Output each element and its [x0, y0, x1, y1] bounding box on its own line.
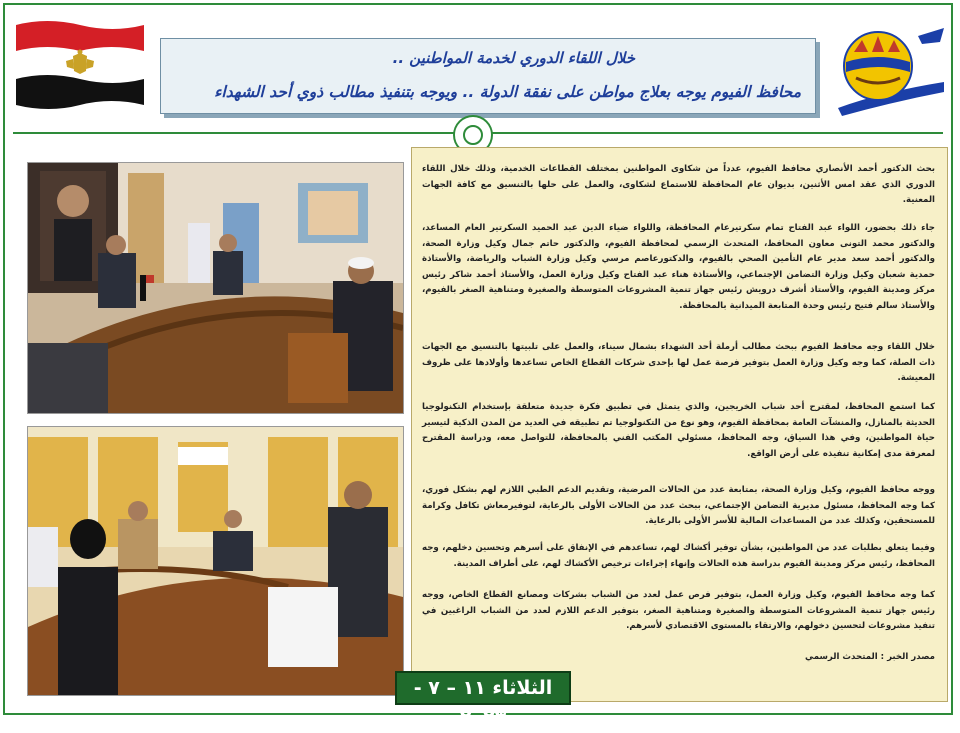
headline-line-2: محافظ الفيوم يوجه بعلاج مواطن على نفقة الدولة .. ويوجه بتنفيذ مطالب ذوي أحد الشهداء — [214, 83, 801, 101]
date-badge: الثلاثاء ١١ – ٧ - ٢٠٢٣ — [395, 671, 571, 705]
headline-line-1: خلال اللقاء الدوري لخدمة المواطنين .. — [392, 49, 635, 67]
meeting-photo-1 — [27, 162, 404, 414]
article-paragraph: بحث الدكتور أحمد الأنصاري محافظ الفيوم، عدداً من شكاوى المواطنين بمختلف القطاعات الخدمية، وذلك خلال اللقاء الدوري الذي عقد امس الأثنين، بديوان عام المحافظة للاستماع لشكاوى، والعمل على حلها بالتنسيق مع كافة الجهات المعنية. — [422, 164, 935, 205]
headline-box — [160, 38, 816, 114]
meeting-photo-2 — [27, 426, 404, 696]
article-paragraph: جاء ذلك بحضور، اللواء عبد الفتاح تمام سكرتيرعام المحافظة، واللواء ضياء الدين عبد الحميد السكرتير العام المساعد، والدكتور محمد التونى معاون المحافظ، المتحدث الرسمي لمحافظة الفيوم، والدكتور حاتم جمال وكيل وزارة الصحة، والدكتور أحمد سعد مدير عام التأمين الصحي بالفيوم، والدكتورعاصم مرسي وكيل وزارة الشباب والرياضة، والأستاذة حمدية شعبان وكيل وزارة التضامن الإجتماعي، والأستاذة هناء عبد الفتاح وكيل وزارة العمل، والأستاذ أحمد شاكر رئيس مركز ومدينة الفيوم، والأستاذ أشرف درويش رئيس جهاز تنمية المشروعات المتوسطة والصغيرة ومتناهية الصغر بالفيوم، والأستاذ سالم فتيح رئيس وحدة المتابعة الميدانية بالمحافظة. — [422, 223, 935, 311]
fayoum-governorate-logo — [832, 22, 950, 116]
article-paragraph: خلال اللقاء وجه محافظ الفيوم ببحث مطالب أرملة أحد الشهداء بشمال سيناء، والعمل على تلبيتها بالتنسيق مع الجهات ذات الصلة، كما وجه وكيل وزارة العمل بتوفير فرصة عمل لها بإحدى شركات القطاع الخاص تساعدها وأولادها على ظروف المعيشة. — [422, 342, 935, 383]
article-paragraph: وفيما يتعلق بطلبات عدد من المواطنين، بشأن توفير أكشاك لهم، تساعدهم في الإنفاق على أسرهم وتحسين دخلهم، وجه المحافظ، رئيس مركز ومدينة الفيوم بدراسة هذه الحالات وإنهاء إجراءات ترخيص الأكشاك لهم، على أطراف المدينة. — [422, 543, 935, 569]
article-paragraph: ووجه محافظ الفيوم، وكيل وزارة الصحة، بمتابعة عدد من الحالات المرضية، وتقديم الدعم الطبي اللازم لهم بشكل فوري، كما وجه المحافظ، مسئول مديرية التضامن الإجتماعي، ببحث عدد من الحالات الأولى بالرعاية، لتوفيرمعاش تكافل وكرامة للمستحقين، وكذلك عدد من المساعدات المالية للأسر الأولى بالرعاية. — [422, 485, 935, 526]
news-source: مصدر الخبر : المتحدث الرسمي — [805, 652, 935, 662]
article-paragraph: كما وجه محافظ الفيوم، وكيل وزارة العمل، بتوفير فرص عمل لعدد من الشباب بشركات ومصانع القطاع الخاص، ووجه رئيس جهاز تنمية المشروعات المتوسطة والصغيرة ومتناهية الصغر، بتوفير الدعم اللازم لعدد من الشباب الراغبين في تنفيذ مشروعات لتحسين دخولهم، والارتقاء بالمستوى الاقتصادي لأسرهم. — [422, 590, 935, 631]
egypt-flag-icon — [14, 17, 146, 109]
article-body — [411, 147, 948, 702]
article-paragraph: كما استمع المحافظ، لمقترح أحد شباب الخريجين، والذي يتمثل في تطبيق فكرة جديدة متعلقة بإستخدام التكنولوجيا الحديثة بالمنازل، والمنشآت العامة بمحافظة الفيوم، وهو نوع من التكنولوجيا تم تطبيقه في العديد من المدن الذكية لتيسير حياة المواطنين، وفي هذا السياق، وجه المحافظ، مسئولي المكتب الفني بالمحافظة، للتواصل معه، ودراسة المقترح لمعرفة مدى إمكانية تنفيذه على أرض الواقع. — [422, 402, 935, 459]
